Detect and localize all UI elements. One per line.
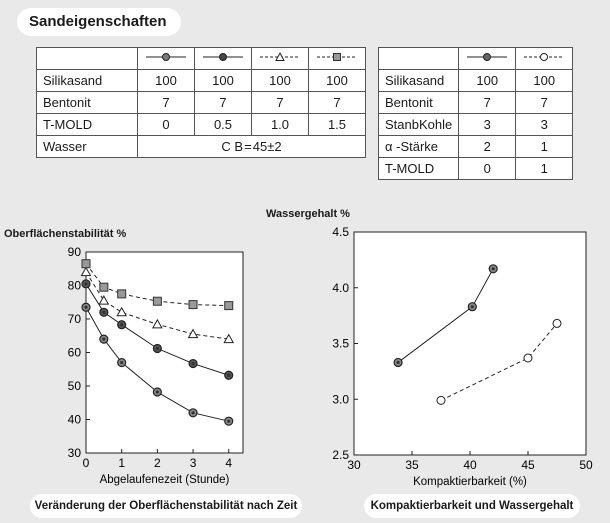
y-tick-label: 4.0: [332, 280, 349, 295]
cell-value: 7: [138, 92, 195, 114]
legend-square-gray-icon: [315, 51, 359, 63]
cell-value: 7: [459, 92, 516, 114]
series-1-point-center: [84, 306, 87, 309]
series-1-point-center: [471, 305, 474, 308]
x-tick-label: 2: [154, 456, 161, 470]
series-1-point-center: [120, 361, 123, 364]
x-tick-label: 45: [521, 458, 535, 472]
cell-value: 100: [309, 70, 366, 92]
cell-value: 3: [516, 114, 573, 136]
legend-circle-solid-icon: [144, 51, 188, 63]
cell-value: 100: [252, 70, 309, 92]
sand-composition-table-2: [378, 47, 573, 180]
x-axis-label: Kompaktierbarkeit (%): [413, 476, 527, 488]
chart1-title: Veränderung der Oberflächenstabilität nach Zeit: [30, 494, 302, 518]
x-tick-label: 40: [463, 458, 477, 472]
x-tick-label: 3: [189, 456, 197, 470]
cell-value: 1.0: [252, 114, 309, 136]
y-tick-label: 2.5: [332, 448, 349, 462]
series-1-point-center: [227, 420, 230, 423]
series-1-point-center: [492, 267, 495, 270]
stability-over-time-chart: [0, 240, 300, 495]
table-row: [379, 136, 573, 158]
cell-value: 100: [195, 70, 252, 92]
table-header-row: [379, 48, 573, 70]
table-row: [37, 114, 366, 136]
row-label: T-MOLD: [37, 114, 138, 136]
table-row: [379, 158, 573, 180]
table-row: [37, 70, 366, 92]
legend-cell: [138, 48, 195, 70]
series-1-point-center: [191, 411, 194, 414]
cell-value: 7: [309, 92, 366, 114]
y-tick-label: 3.0: [332, 392, 349, 407]
y-tick-label: 30: [67, 446, 81, 460]
row-label: StanbKohle: [379, 114, 459, 136]
cell-value: 3: [459, 114, 516, 136]
chart2-title: Kompaktierbarkeit und Wassergehalt: [364, 494, 580, 518]
series-2-point-center: [191, 362, 194, 365]
cell-value: 0: [459, 158, 516, 180]
cell-value: 100: [459, 70, 516, 92]
series-4-point: [100, 283, 108, 291]
cell-value: 1: [516, 158, 573, 180]
table-row: [37, 92, 366, 114]
table-corner-cell: [37, 48, 138, 70]
series-2-point-center: [227, 374, 230, 377]
cell-value: 1: [516, 136, 573, 158]
plot-area: [86, 252, 243, 453]
cell-value: 100: [516, 70, 573, 92]
y-tick-label: 70: [67, 312, 81, 326]
series-1-point-center: [156, 390, 159, 393]
series-2-point-center: [84, 282, 87, 285]
chart2-ylabel: Wassergehalt %: [266, 208, 350, 220]
cell-value: 0.5: [195, 114, 252, 136]
legend-cell: [252, 48, 309, 70]
series-1-point-center: [102, 338, 105, 341]
y-tick-label: 4.5: [332, 225, 349, 239]
table-row: [37, 136, 366, 158]
cell-value: 100: [138, 70, 195, 92]
y-tick-label: 80: [67, 278, 81, 293]
cell-value: 0: [138, 114, 195, 136]
x-tick-label: 30: [347, 458, 361, 472]
legend-circle-solid-icon: [465, 51, 509, 63]
sand-composition-table-1: [36, 47, 366, 158]
y-tick-label: 60: [67, 345, 81, 360]
y-tick-label: 50: [67, 379, 81, 393]
chart1-ylabel: Oberflächenstabilität %: [4, 228, 127, 240]
page-title: Sandeigenschaften: [17, 8, 181, 36]
plot-area: [354, 232, 586, 455]
table-corner-cell: [379, 48, 459, 70]
series-1-point-center: [396, 361, 399, 364]
row-label: Bentonit: [379, 92, 459, 114]
cell-value: 7: [195, 92, 252, 114]
legend-cell: [309, 48, 366, 70]
series-4-point: [82, 260, 90, 268]
cell-value: 1.5: [309, 114, 366, 136]
x-tick-label: 1: [118, 456, 126, 470]
row-label: Silikasand: [37, 70, 138, 92]
y-tick-label: 3.5: [332, 336, 349, 351]
compactability-water-chart: [318, 218, 608, 495]
series-2-point: [437, 396, 445, 404]
y-tick-label: 90: [67, 245, 81, 259]
series-2-point: [524, 354, 532, 362]
series-4-point: [118, 290, 126, 298]
legend-cell: [459, 48, 516, 70]
series-2-point-center: [156, 347, 159, 350]
table-row: [379, 114, 573, 136]
table-row: [379, 92, 573, 114]
row-label: α -Stärke: [379, 136, 459, 158]
series-2-point: [553, 319, 561, 327]
table-header-row: [37, 48, 366, 70]
series-4-point: [225, 302, 233, 310]
cell-value: 2: [459, 136, 516, 158]
x-tick-label: 50: [579, 458, 593, 472]
x-axis-label: Abgelaufenezeit (Stunde): [99, 474, 230, 486]
legend-triangle-open-icon: [258, 51, 302, 63]
series-2-point-center: [102, 311, 105, 314]
series-4-point: [153, 297, 161, 305]
x-tick-label: 35: [405, 458, 419, 472]
series-4-point: [189, 301, 197, 309]
y-tick-label: 40: [67, 412, 81, 427]
legend-cell: [516, 48, 573, 70]
cell-value: 7: [516, 92, 573, 114]
table-row: [379, 70, 573, 92]
legend-circle-dark-icon: [201, 51, 245, 63]
row-label: Bentonit: [37, 92, 138, 114]
cell-value: 7: [252, 92, 309, 114]
x-tick-label: 4: [225, 456, 233, 470]
row-label: Wasser: [37, 136, 138, 158]
row-label: T-MOLD: [379, 158, 459, 180]
x-tick-label: 0: [82, 456, 90, 470]
series-2-point-center: [120, 323, 123, 326]
legend-cell: [195, 48, 252, 70]
cell-value: C B = 45±2: [138, 136, 366, 158]
row-label: Silikasand: [379, 70, 459, 92]
legend-circle-open-icon: [522, 51, 566, 63]
